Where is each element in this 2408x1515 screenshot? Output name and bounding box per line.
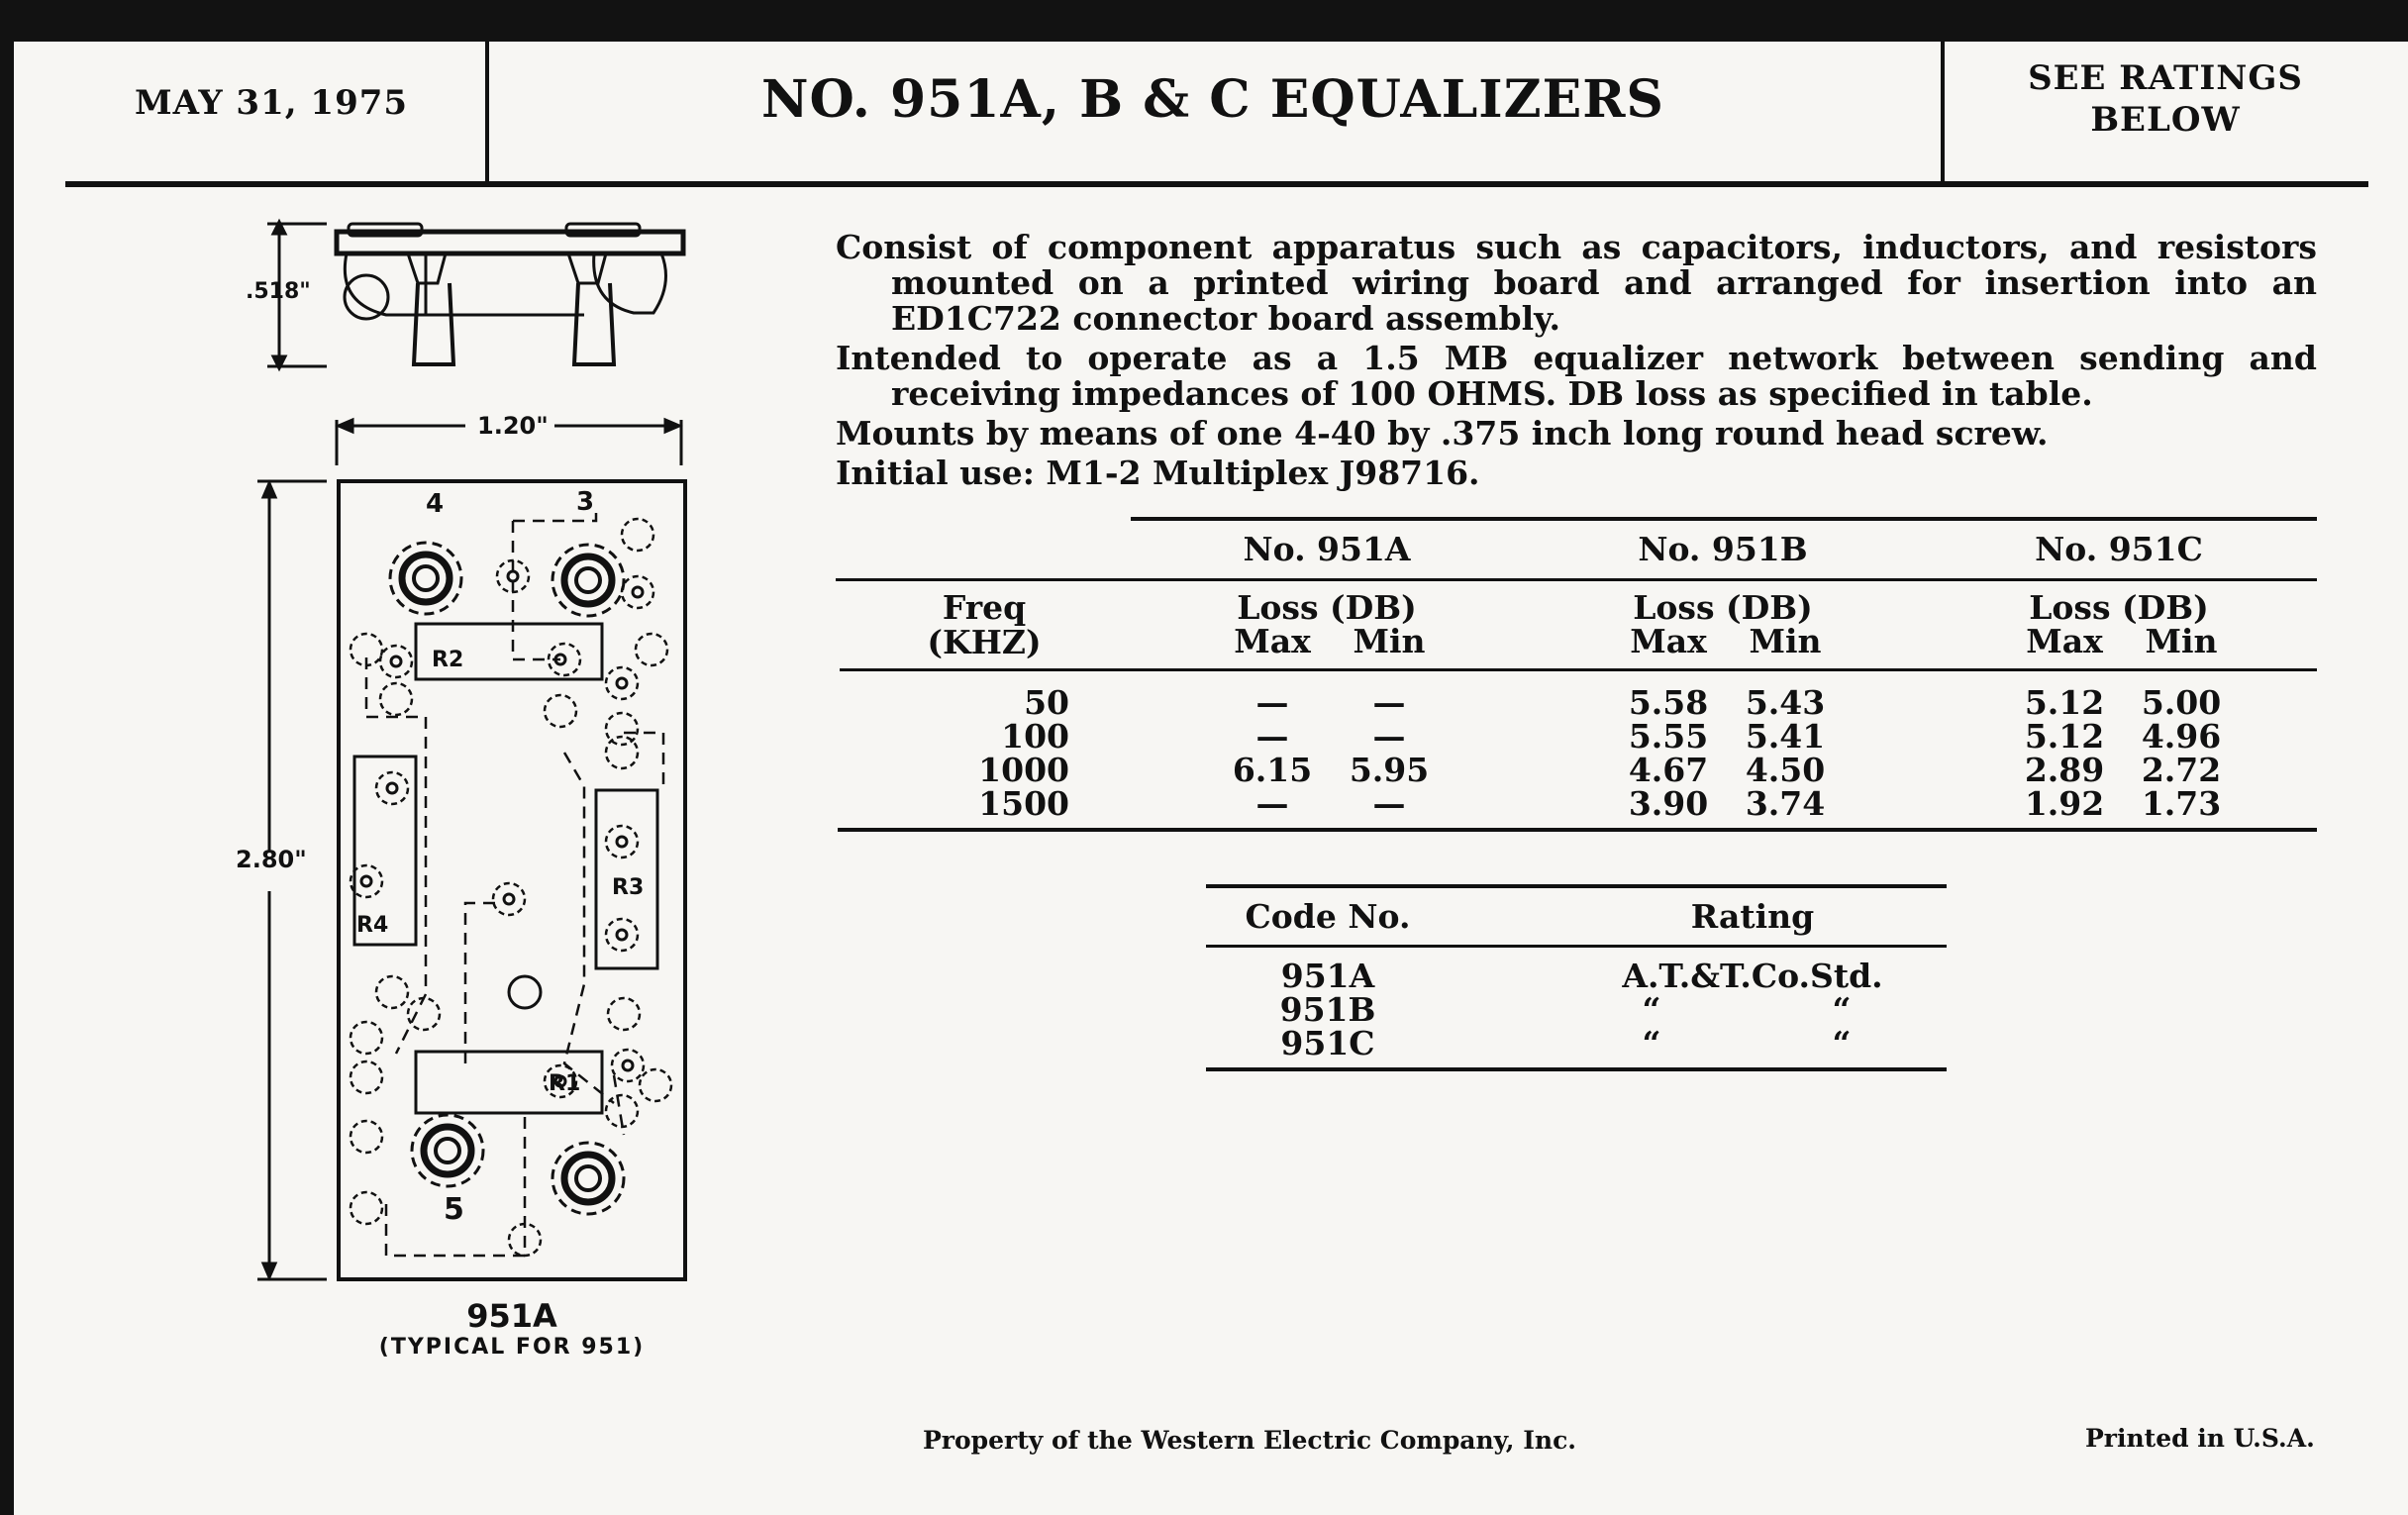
row-a-max: — <box>1255 784 1289 823</box>
resistor-r4-label: R4 <box>356 913 389 938</box>
row-a-min: — <box>1372 784 1406 823</box>
row-b-max: 5.58 <box>1628 683 1709 722</box>
drawing-caption: 951A <box>466 1297 557 1335</box>
sheet-date: MAY 31, 1975 <box>135 83 409 123</box>
side-height-dimension: .518" <box>246 279 311 304</box>
side-view <box>267 222 683 368</box>
min-label-951a: Min <box>1353 622 1426 660</box>
footer-printed: Printed in U.S.A. <box>2085 1424 2315 1453</box>
resistor-r3-label: R3 <box>612 875 645 900</box>
row-a-min: — <box>1372 717 1406 756</box>
description-para-3: Mounts by means of one 4-40 by .375 inch long round head screw. <box>836 414 2049 453</box>
row-c-max: 1.92 <box>2024 784 2105 823</box>
row-c-max: 5.12 <box>2024 717 2105 756</box>
max-label-951a: Max <box>1234 622 1311 660</box>
row-freq: 100 <box>1001 717 1069 756</box>
row-a-max: 6.15 <box>1232 751 1313 789</box>
rating-row-rating: A.T.&T.Co.Std. <box>1622 957 1883 995</box>
description-para-1: Consist of component apparatus such as capacitors, inductors, and resistors mounted on a printed wiring board and arranged for insertion into an ED1C722 connector board assembly. <box>836 228 2317 338</box>
rating-row-ditto: “ <box>1642 1024 1661 1062</box>
description-para-2: Intended to operate as a 1.5 MB equalizer network between sending and receiving impedances of 100 OHMS. DB loss as specified in table. <box>836 339 2317 413</box>
rating-rating-header: Rating <box>1690 897 1815 936</box>
group-header-951a: No. 951A <box>1243 530 1411 568</box>
min-label-951c: Min <box>2145 622 2218 660</box>
loss-label-951c: Loss (DB) <box>2029 588 2209 627</box>
max-label-951b: Max <box>1630 622 1707 660</box>
drawing-caption-sub: (TYPICAL FOR 951) <box>378 1335 646 1360</box>
group-header-951c: No. 951C <box>2035 530 2203 568</box>
min-label-951b: Min <box>1749 622 1822 660</box>
row-freq: 1000 <box>978 751 1069 789</box>
group-header-951b: No. 951B <box>1638 530 1808 568</box>
width-dimension: 1.20" <box>477 412 549 440</box>
header-rating-line2: BELOW <box>2090 100 2241 140</box>
rating-row-code: 951B <box>1279 990 1376 1029</box>
row-c-min: 1.73 <box>2141 784 2222 823</box>
loss-label-951a: Loss (DB) <box>1237 588 1417 627</box>
row-c-min: 2.72 <box>2141 751 2222 789</box>
freq-header-line1: Freq <box>942 588 1027 627</box>
row-b-max: 5.55 <box>1628 717 1709 756</box>
pin-label-top-right: 3 <box>576 487 595 517</box>
max-label-951c: Max <box>2026 622 2103 660</box>
row-c-min: 5.00 <box>2141 683 2222 722</box>
row-a-min: 5.95 <box>1349 751 1430 789</box>
pin-label-top-left: 4 <box>426 489 445 519</box>
row-b-min: 5.41 <box>1745 717 1826 756</box>
header-rating-line1: SEE RATINGS <box>2028 58 2303 98</box>
board-height-dimension: 2.80" <box>236 846 307 873</box>
row-a-max: — <box>1255 717 1289 756</box>
footer-property: Property of the Western Electric Company, Inc. <box>923 1426 1577 1455</box>
row-c-max: 2.89 <box>2024 751 2105 789</box>
rating-row-ditto: “ <box>1832 990 1852 1029</box>
sheet-title: NO. 951A, B & C EQUALIZERS <box>761 69 1664 130</box>
row-b-min: 5.43 <box>1745 683 1826 722</box>
rating-code-header: Code No. <box>1245 897 1411 936</box>
row-a-min: — <box>1372 683 1406 722</box>
loss-label-951b: Loss (DB) <box>1633 588 1813 627</box>
row-c-min: 4.96 <box>2141 717 2222 756</box>
row-b-min: 3.74 <box>1745 784 1826 823</box>
freq-header-line2: (KHZ) <box>927 623 1042 661</box>
resistor-r1-label: R1 <box>549 1071 581 1096</box>
rating-row-ditto: “ <box>1832 1024 1852 1062</box>
resistor-r2-label: R2 <box>432 648 464 672</box>
rating-row-code: 951A <box>1280 957 1375 995</box>
row-b-max: 4.67 <box>1628 751 1709 789</box>
row-freq: 1500 <box>978 784 1069 823</box>
row-a-max: — <box>1255 683 1289 722</box>
row-b-min: 4.50 <box>1745 751 1826 789</box>
rating-row-ditto: “ <box>1642 990 1661 1029</box>
pin-label-bottom: 5 <box>444 1192 464 1227</box>
row-b-max: 3.90 <box>1628 784 1709 823</box>
description-para-4: Initial use: M1-2 Multiplex J98716. <box>836 454 1480 492</box>
rating-row-code: 951C <box>1280 1024 1375 1062</box>
row-freq: 50 <box>1024 683 1069 722</box>
row-c-max: 5.12 <box>2024 683 2105 722</box>
